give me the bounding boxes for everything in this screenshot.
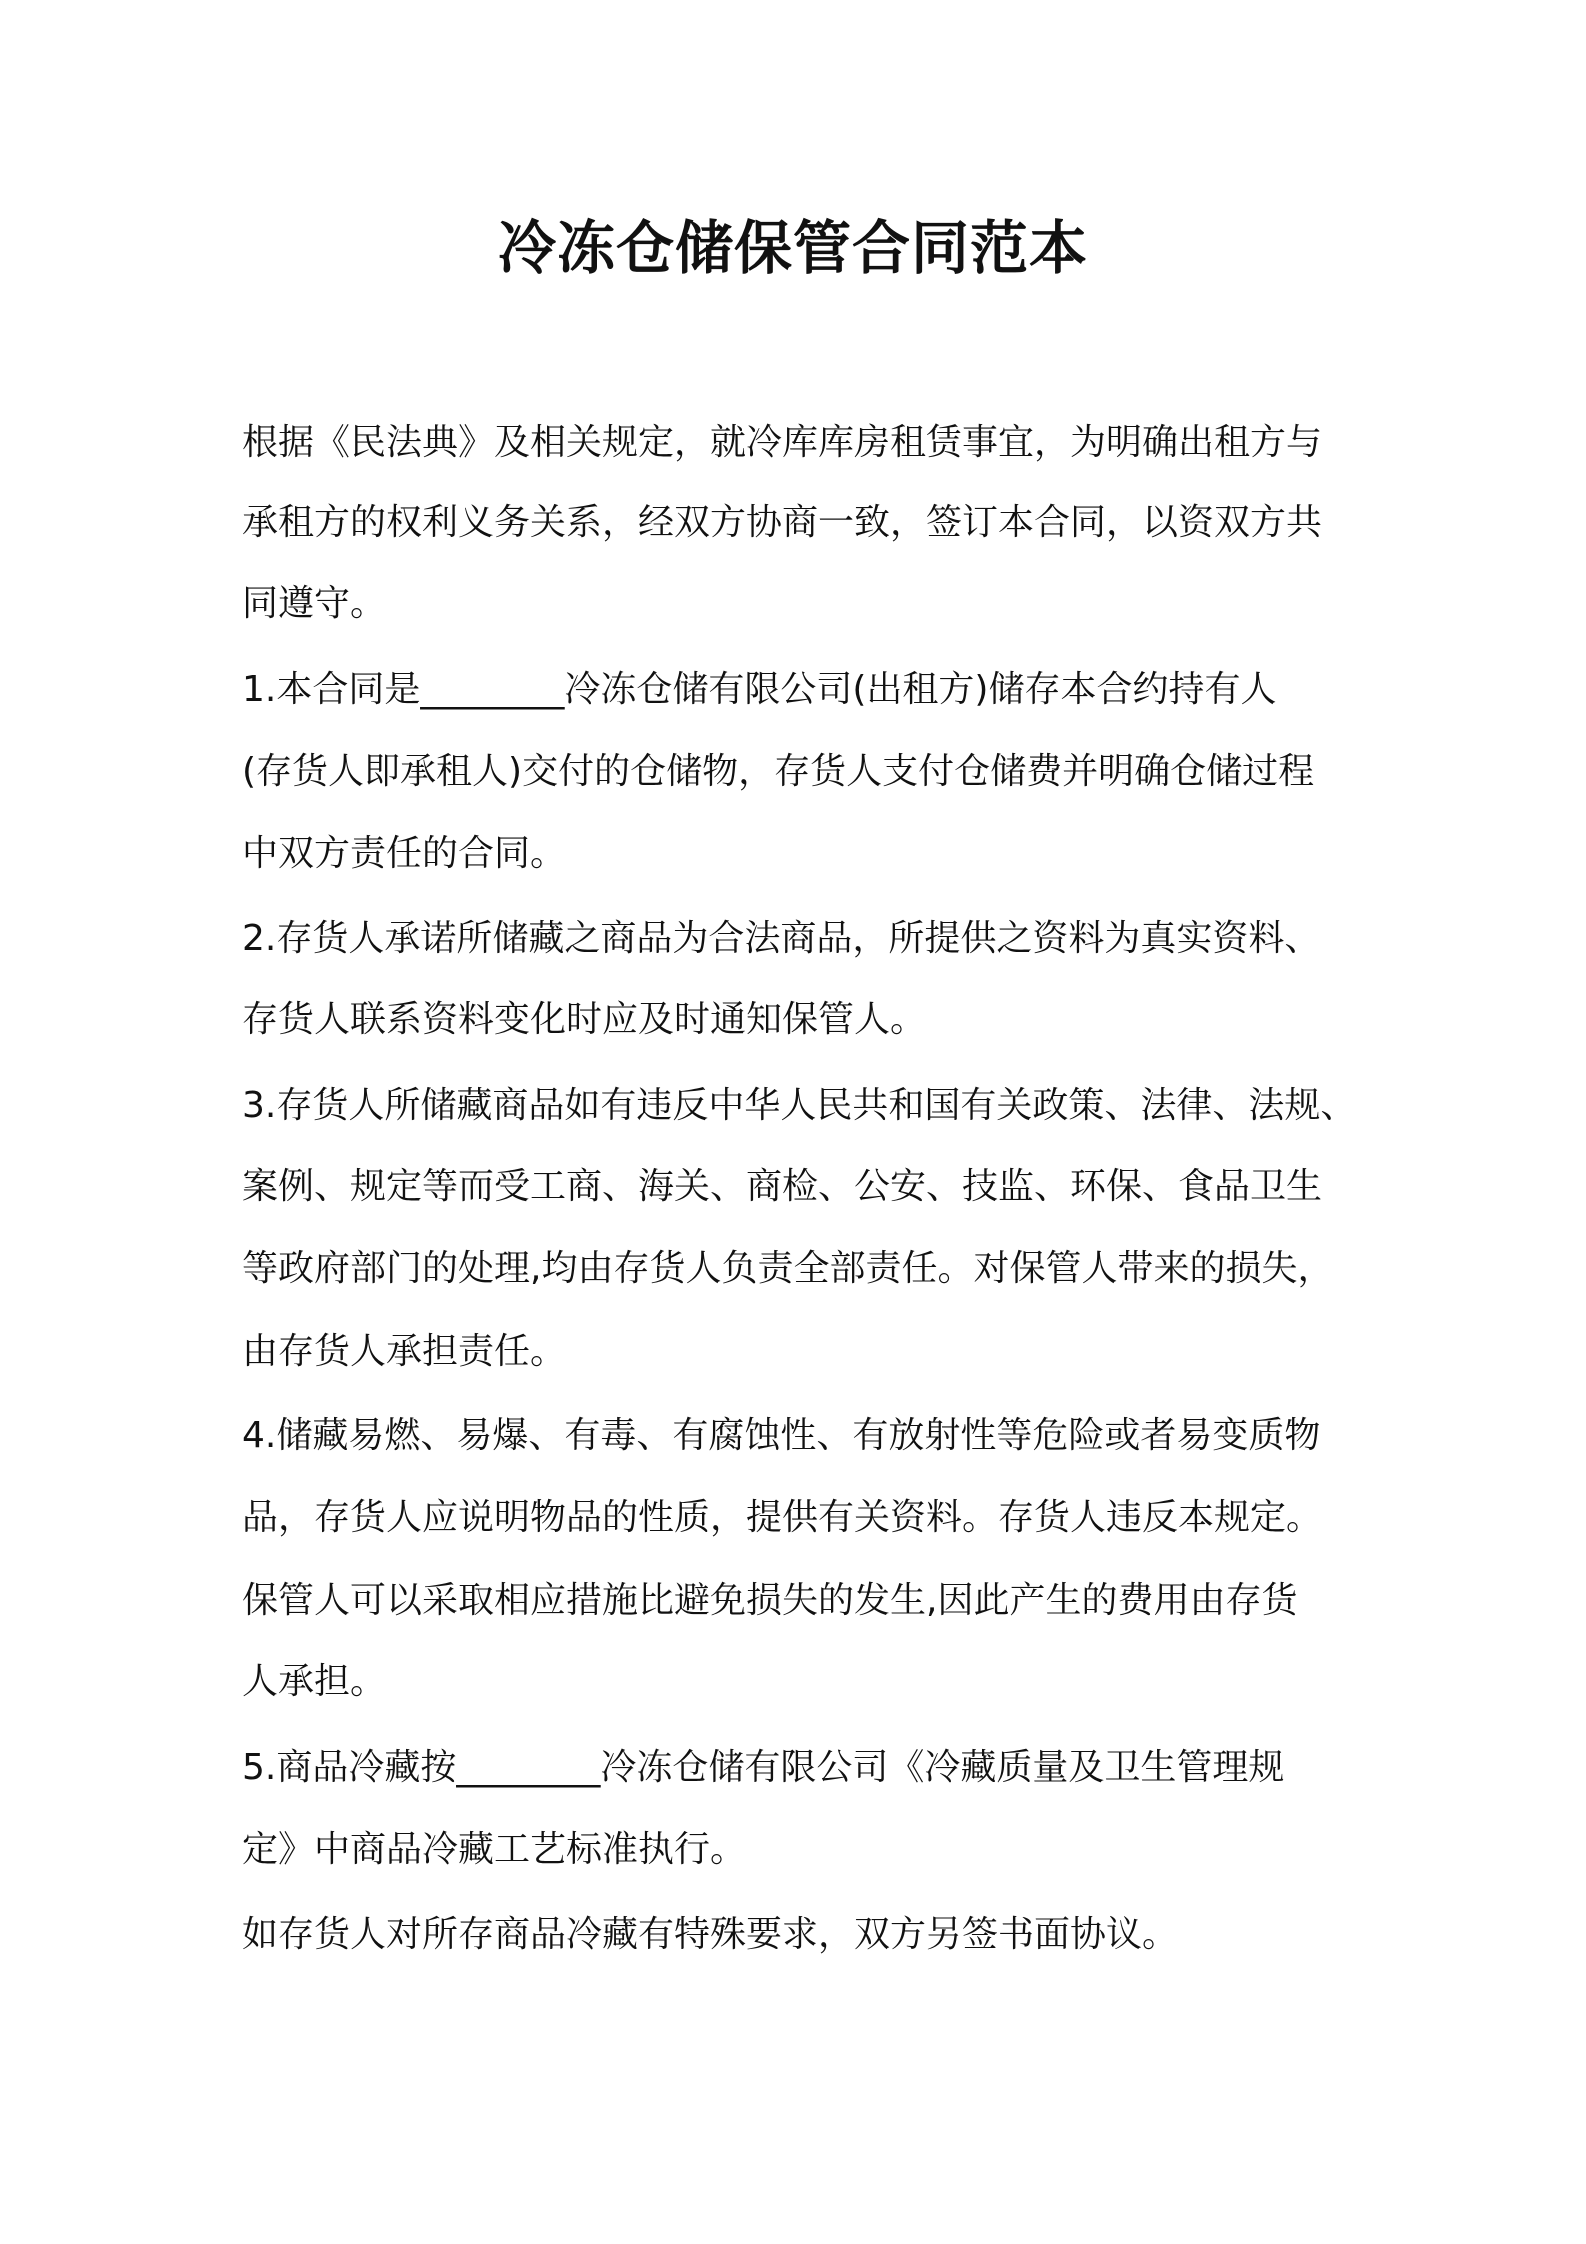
clause-4-line-4: 人承担。 — [242, 1661, 387, 1702]
clause-3-line-1: 3.存货人所储藏商品如有违反中华人民共和国有关政策、法律、法规、 — [242, 1085, 1357, 1126]
preamble-line-3: 同遵守。 — [242, 583, 387, 624]
clause-4-line-1: 4.储藏易燃、易爆、有毒、有腐蚀性、有放射性等危险或者易变质物 — [242, 1415, 1321, 1456]
document-title: 冷冻仓储保管合同范本 — [497, 214, 1088, 282]
clause-4-line-2: 品，存货人应说明物品的性质，提供有关资料。存货人违反本规定。 — [242, 1497, 1323, 1538]
clause-5-line-1: 5.商品冷藏按________冷冻仓储有限公司《冷藏质量及卫生管理规 — [242, 1747, 1285, 1788]
clause-4-line-3: 保管人可以采取相应措施比避免损失的发生,因此产生的费用由存货 — [242, 1580, 1298, 1621]
special-requirements-line: 如存货人对所存商品冷藏有特殊要求，双方另签书面协议。 — [242, 1914, 1179, 1955]
clause-5-line-2: 定》中商品冷藏工艺标准执行。 — [242, 1829, 747, 1870]
preamble-line-2: 承租方的权利义务关系，经双方协商一致，签订本合同，以资双方共 — [242, 502, 1323, 543]
clause-1-line-1: 1.本合同是________冷冻仓储有限公司(出租方)储存本合约持有人 — [242, 669, 1277, 710]
clause-1-line-3: 中双方责任的合同。 — [242, 833, 567, 874]
clause-3-line-4: 由存货人承担责任。 — [242, 1331, 567, 1372]
preamble-line-1: 根据《民法典》及相关规定，就冷库库房租赁事宜，为明确出租方与 — [242, 422, 1323, 463]
clause-3-line-2: 案例、规定等而受工商、海关、商检、公安、技监、环保、食品卫生 — [242, 1166, 1323, 1207]
clause-3-line-3: 等政府部门的处理,均由存货人负责全部责任。对保管人带来的损失， — [242, 1248, 1334, 1289]
clause-1-line-2: (存货人即承租人)交付的仓储物，存货人支付仓储费并明确仓储过程 — [242, 751, 1315, 792]
clause-2-line-2: 存货人联系资料变化时应及时通知保管人。 — [242, 999, 927, 1040]
clause-2-line-1: 2.存货人承诺所储藏之商品为合法商品，所提供之资料为真实资料、 — [242, 918, 1321, 959]
